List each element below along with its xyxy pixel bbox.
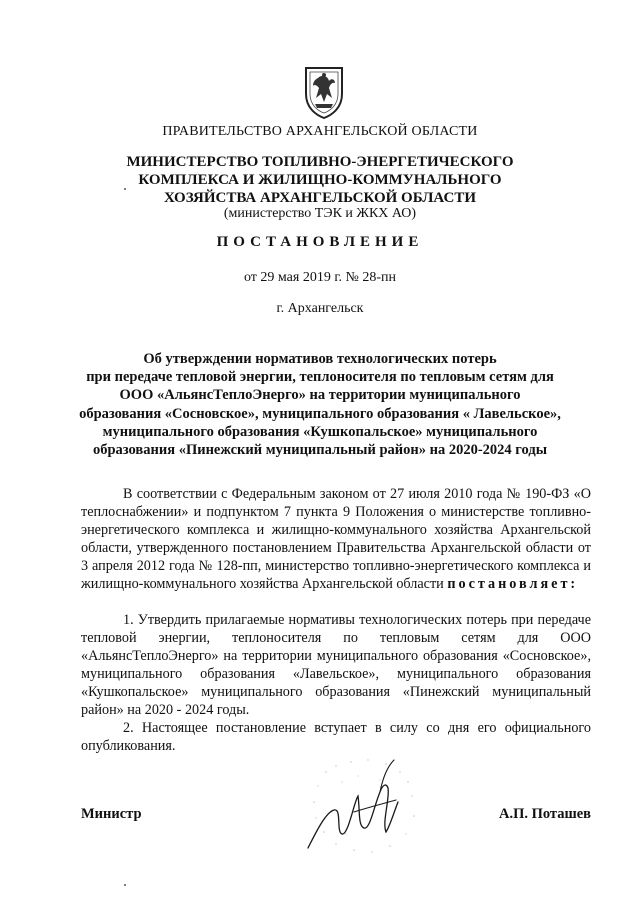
signatory-name: А.П. Поташев: [498, 806, 591, 822]
preamble-text: В соответствии с Федеральным законом от 27 июля 2010 года № 190-ФЗ «О теплоснабжении» и подпунктом 7 пункта 9 Положения о министерстве топливно-энергетического комплекса и жилищно-коммунального хозяйства Архангельской области, утвержденного постановлением Правительства Архангельской области от 3 апреля 2012 года № 128-пп, министерство топливно-энергетического комплекса и жилищно-коммунального хозяйства Архангельской области: [81, 486, 591, 592]
title-line: Об утверждении нормативов технологических потерь: [143, 351, 497, 367]
clause-1-paragraph: 1. Утвердить прилагаемые нормативы технологических потерь при передаче тепловой энергии, теплоносителя по тепловым сетям для ООО «АльянсТеплоЭнерго» на территории муниципального образования «Сосновское», муниципального образования «Лавельское», муниципального образования «Кушкопальское» муниципального образования «Пинежский муниципальный район» на 2020 - 2024 годы.: [81, 612, 591, 718]
signatory-position: Министр: [81, 806, 142, 822]
clause-2-paragraph: 2. Настоящее постановление вступает в силу со дня его официального опубликования.: [81, 720, 591, 754]
ministry-line: ХОЗЯЙСТВА АРХАНГЕЛЬСКОЙ ОБЛАСТИ: [163, 190, 477, 206]
scan-speck: [124, 884, 126, 886]
ministry-line: КОМПЛЕКСА И ЖИЛИЩНО-КОММУНАЛЬНОГО: [138, 172, 502, 188]
ministry-line: МИНИСТЕРСТВО ТОПЛИВНО-ЭНЕРГЕТИЧЕСКОГО: [126, 154, 514, 170]
document-city: г. Архангельск: [276, 301, 364, 316]
title-line: образования «Сосновское», муниципального образования « Лавельское»,: [79, 405, 561, 422]
coat-of-arms-icon: [302, 64, 346, 120]
ministry-name: [0, 153, 640, 207]
scan-speck: [124, 188, 126, 190]
document-type: ПОСТАНОВЛЕНИЕ: [216, 234, 424, 250]
title-line: образования «Пинежский муниципальный район» на 2020-2024 годы: [92, 442, 548, 459]
document-title: [0, 350, 640, 459]
ministry-abbreviation: (министерство ТЭК и ЖКХ АО): [223, 206, 417, 221]
decree-word: постановляет:: [447, 576, 579, 592]
preamble-paragraph: [81, 485, 591, 593]
title-line: ООО «АльянсТеплоЭнерго» на территории муниципального: [119, 387, 521, 404]
government-name: ПРАВИТЕЛЬСТВО АРХАНГЕЛЬСКОЙ ОБЛАСТИ: [162, 124, 478, 139]
handwritten-signature: [296, 752, 436, 862]
title-line: при передаче тепловой энергии, теплоносителя по тепловым сетям для: [86, 369, 554, 386]
document-date-number: от 29 мая 2019 г. № 28-пн: [243, 270, 397, 285]
title-line: муниципального образования «Кушкопальское» муниципального: [102, 423, 538, 440]
